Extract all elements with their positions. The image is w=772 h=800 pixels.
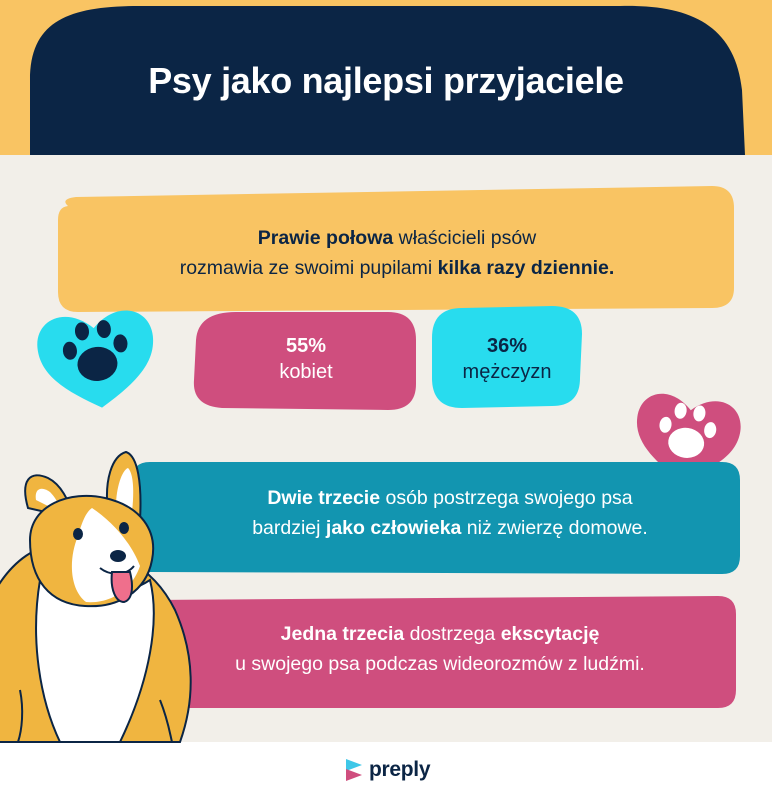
men-label: mężczyzn <box>462 361 552 383</box>
stat3-line1-mid: dostrzega <box>404 623 501 645</box>
stat1-line2: rozmawia ze swoimi pupilami <box>179 257 438 279</box>
brand-name: preply <box>369 758 431 781</box>
women-stat <box>196 333 416 385</box>
stat1-highlight: Prawie połowa <box>257 227 394 249</box>
brand-logo <box>345 755 430 785</box>
page-title: Psy jako najlepsi przyjaciele <box>148 60 624 101</box>
stat2-highlight: Dwie trzecie <box>267 487 381 509</box>
stat2-line2-pre: bardziej <box>252 517 326 539</box>
stat3-text <box>150 619 730 679</box>
men-stat <box>432 333 582 385</box>
men-percent: 36% <box>486 335 528 357</box>
stat2-text <box>170 483 730 543</box>
women-label: kobiet <box>279 361 333 383</box>
stat3-highlight-2: ekscytację <box>500 623 600 645</box>
stat2-highlight-2: jako człowieka <box>325 517 462 539</box>
stat2-line2-rest: niż zwierzę domowe. <box>461 517 648 539</box>
stat3-line2: u swojego psa podczas wideorozmów z ludźmi. <box>235 653 645 675</box>
stat2-line1: osób postrzega swojego psa <box>380 487 633 509</box>
stat3-highlight: Jedna trzecia <box>280 623 405 645</box>
preply-logo-icon <box>345 758 363 782</box>
stat1-line1: właścicieli psów <box>393 227 537 249</box>
stat1-highlight-2: kilka razy dziennie. <box>437 257 615 279</box>
women-percent: 55% <box>285 335 327 357</box>
stat1-text <box>60 223 734 283</box>
